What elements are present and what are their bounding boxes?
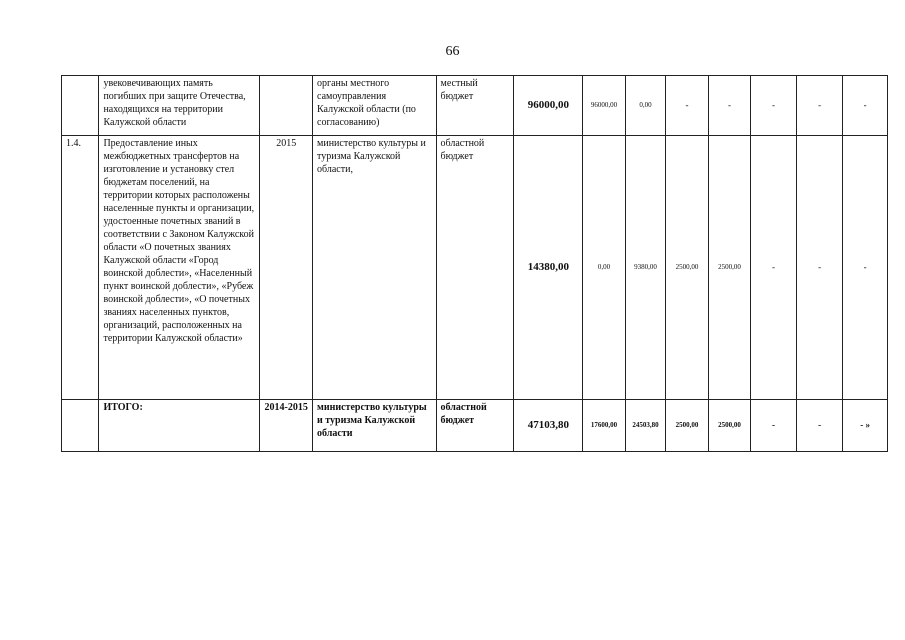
- event-year: [260, 76, 313, 136]
- funding-source: областной бюджет: [436, 400, 514, 452]
- amount-cell: 24503,80: [625, 400, 665, 452]
- event-year: 2015: [260, 136, 313, 400]
- table-row: [62, 76, 888, 136]
- budget-table: [61, 75, 888, 452]
- event-executor: министерство культуры и туризма Калужской области: [313, 400, 436, 452]
- amount-cell: -: [796, 76, 843, 136]
- amount-cell: 96000,00: [583, 76, 626, 136]
- amount-cell: 2500,00: [708, 136, 751, 400]
- amount-cell: -: [666, 76, 709, 136]
- amount-cell: -: [796, 136, 843, 400]
- amount-cell: -: [843, 76, 888, 136]
- funding-source: местный бюджет: [436, 76, 514, 136]
- total-label: ИТОГО:: [99, 400, 260, 452]
- amount-cell: 0,00: [625, 76, 665, 136]
- page-number: 66: [445, 44, 460, 59]
- amount-cell: 2500,00: [666, 136, 709, 400]
- event-year: 2014-2015: [260, 400, 313, 452]
- amount-cell: 2500,00: [666, 400, 709, 452]
- event-executor: органы местного самоуправления Калужской области (по согласованию): [313, 76, 436, 136]
- amount-cell: -: [751, 76, 797, 136]
- amount-cell: 0,00: [583, 136, 626, 400]
- amount-cell: 17600,00: [583, 400, 626, 452]
- event-name: Предоставление иных межбюджетных трансфертов на изготовление и установку стел бюджетам поселений, на территории которых расположены населенные пункты и организации, удостоенные почетных званий в соответствии с Законом Калужской области «О почетных званиях Калужской области «Город воинской доблести», «Населенный пункт воинской доблести», «Рубеж воинской доблести», «О почетных званиях населенных пунктов, организаций, расположенных на территории Калужской области»: [99, 136, 260, 400]
- total-amount: 96000,00: [514, 76, 583, 136]
- amount-cell: -: [796, 400, 843, 452]
- row-number: 1.4.: [62, 136, 99, 400]
- event-executor: министерство культуры и туризма Калужской области,: [313, 136, 436, 400]
- amount-cell: -: [843, 136, 888, 400]
- table-row: [62, 136, 888, 400]
- amount-cell: - »: [843, 400, 888, 452]
- row-number: [62, 400, 99, 452]
- amount-cell: 9380,00: [625, 136, 665, 400]
- amount-cell: 2500,00: [708, 400, 751, 452]
- total-amount: 14380,00: [514, 136, 583, 400]
- amount-cell: -: [751, 400, 797, 452]
- amount-cell: -: [751, 136, 797, 400]
- total-row: [62, 400, 888, 452]
- event-name: увековечивающих память погибших при защите Отечества, находящихся на территории Калужской области: [99, 76, 260, 136]
- funding-source: областной бюджет: [436, 136, 514, 400]
- row-number: [62, 76, 99, 136]
- total-amount: 47103,80: [514, 400, 583, 452]
- amount-cell: -: [708, 76, 751, 136]
